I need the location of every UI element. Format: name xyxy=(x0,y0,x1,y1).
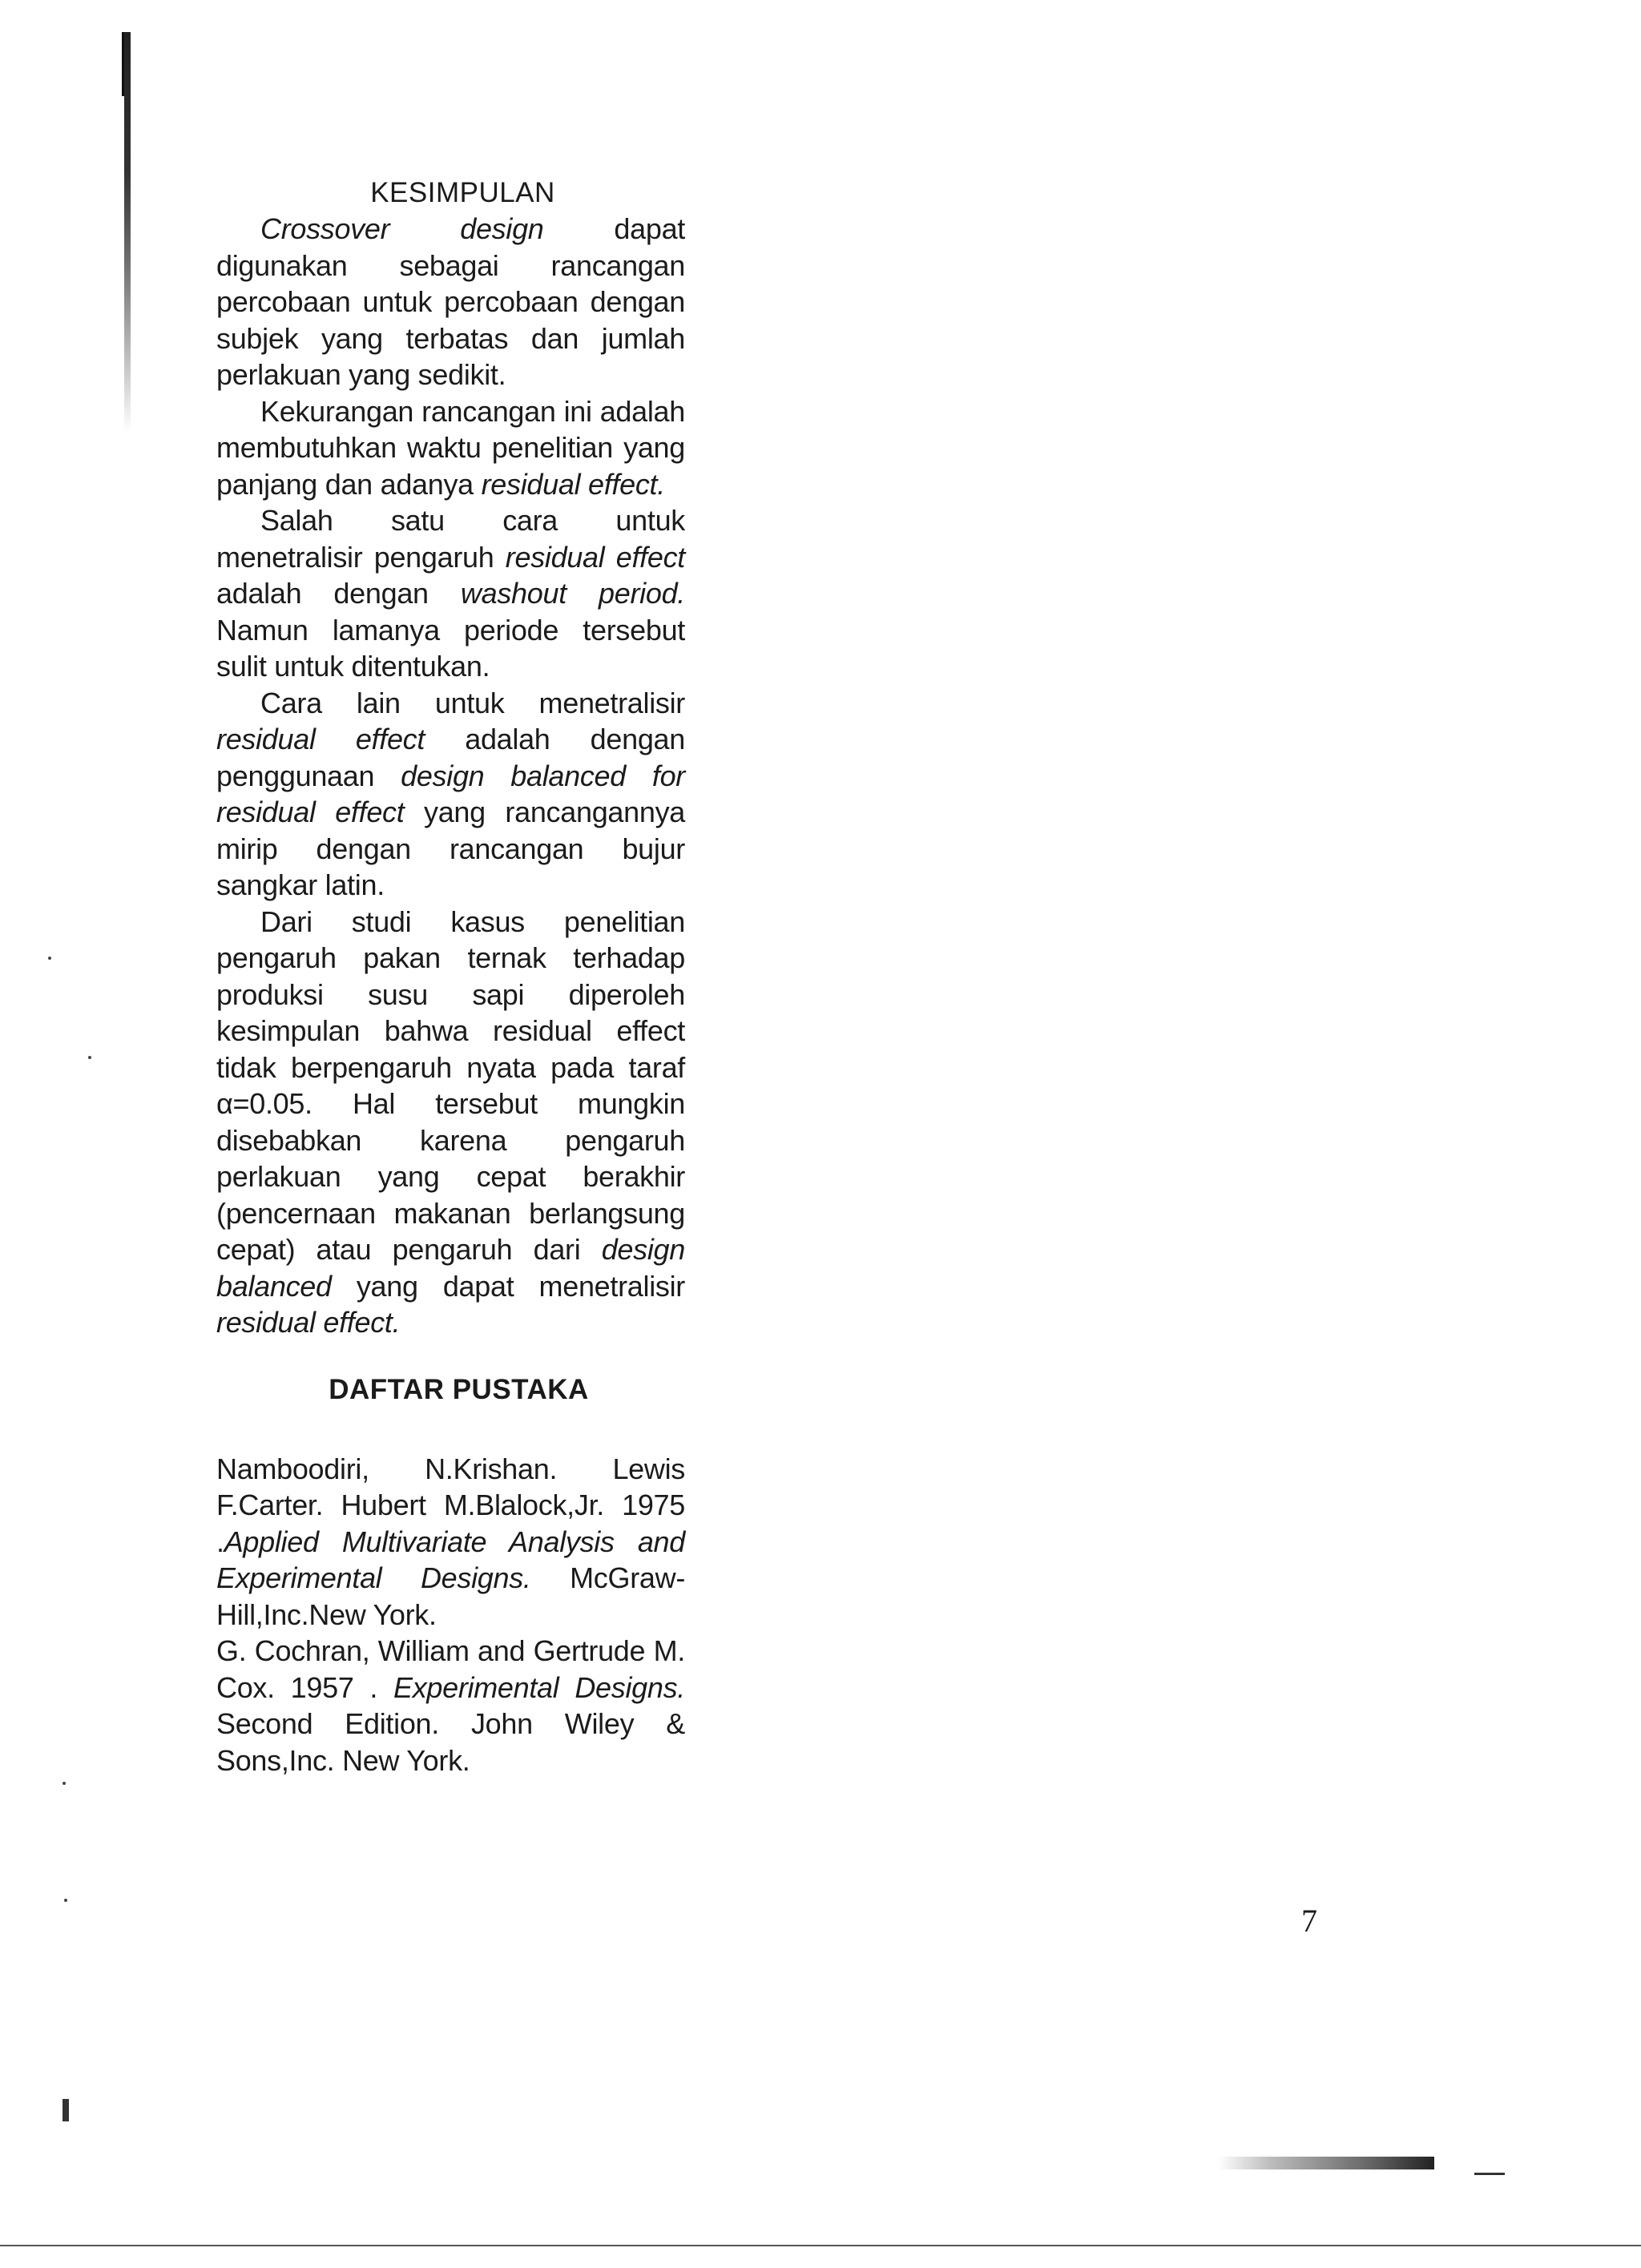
italic-text: washout period. xyxy=(460,577,685,610)
italic-text: residual effect. xyxy=(216,1306,401,1339)
italic-text: Crossover design xyxy=(260,212,544,245)
scan-speck xyxy=(48,957,51,960)
italic-text: Experimental Designs. xyxy=(393,1670,685,1704)
scan-speck xyxy=(64,1899,67,1902)
kesimpulan-paragraph xyxy=(216,685,685,904)
text-run: Salah satu cara untuk menetralisir pengaruh xyxy=(216,504,685,574)
section-heading-daftar-pustaka: DAFTAR PUSTAKA xyxy=(329,1373,589,1405)
italic-text: Applied Multivariate Analysis and Experimental Designs. xyxy=(216,1525,685,1594)
page-number: 7 xyxy=(1301,1903,1317,1939)
reference-entry xyxy=(216,1633,685,1779)
italic-text: residual effect xyxy=(216,723,425,755)
italic-text: residual effect. xyxy=(481,467,665,501)
text-run: Cara lain untuk menetralisir xyxy=(260,686,685,719)
text-run: dapat digunakan sebagai rancangan percobaan untuk percobaan dengan subjek yang terbatas dan jumlah perlakuan yang sedikit. xyxy=(216,212,685,391)
scan-dash xyxy=(1474,2173,1505,2175)
kesimpulan-paragraph xyxy=(216,904,685,1341)
section-heading-kesimpulan: KESIMPULAN xyxy=(370,177,555,208)
text-run: Namboodiri, N.Krishan. Lewis F.Carter. Hubert M.Blalock,Jr. 1975 . xyxy=(216,1452,685,1558)
scan-edge-artifact xyxy=(124,32,131,433)
scan-bottom-line xyxy=(0,2245,1641,2246)
reference-entry xyxy=(216,1451,685,1634)
text-run: adalah dengan penggunaan xyxy=(216,723,686,792)
kesimpulan-body xyxy=(216,211,685,1341)
italic-text: design balanced xyxy=(216,1233,685,1303)
text-run: Second Edition. John Wiley & Sons,Inc. New York. xyxy=(216,1707,685,1777)
kesimpulan-paragraph xyxy=(216,393,685,503)
article-column xyxy=(216,175,685,1779)
text-run: Dari studi kasus penelitian pengaruh pakan ternak terhadap produksi susu sapi diperoleh kesimpulan bahwa residual effect tidak berpengaruh nyata pada taraf α=0.05. Hal tersebut mungkin disebabkan karena pengaruh perlakuan yang cepat berakhir (pencernaan makanan berlangsung cepat) atau pengaruh dari xyxy=(216,904,685,1266)
kesimpulan-paragraph xyxy=(216,502,685,685)
italic-text: design balanced for residual effect xyxy=(216,759,686,828)
italic-text: residual effect xyxy=(505,540,685,574)
text-run: Namun lamanya periode tersebut sulit untuk ditentukan. xyxy=(216,613,685,683)
scan-smudge xyxy=(1218,2157,1434,2169)
text-run: yang dapat menetralisir xyxy=(331,1269,685,1303)
text-run: G. Cochran, William and Gertrude M. Cox. 1957 . xyxy=(216,1634,685,1704)
text-run: Kekurangan rancangan ini adalah membutuhkan waktu penelitian yang panjang dan adanya xyxy=(216,394,685,501)
scan-mark xyxy=(62,2099,69,2121)
scan-speck xyxy=(88,1056,91,1059)
text-run: yang rancangannya mirip dengan rancangan bujur sangkar latin. xyxy=(216,796,685,901)
reference-list xyxy=(216,1451,685,1779)
scan-speck xyxy=(62,1782,66,1785)
text-run: McGraw-Hill,Inc.New York. xyxy=(216,1561,686,1631)
kesimpulan-paragraph xyxy=(216,211,685,393)
text-run: adalah dengan xyxy=(216,577,461,610)
